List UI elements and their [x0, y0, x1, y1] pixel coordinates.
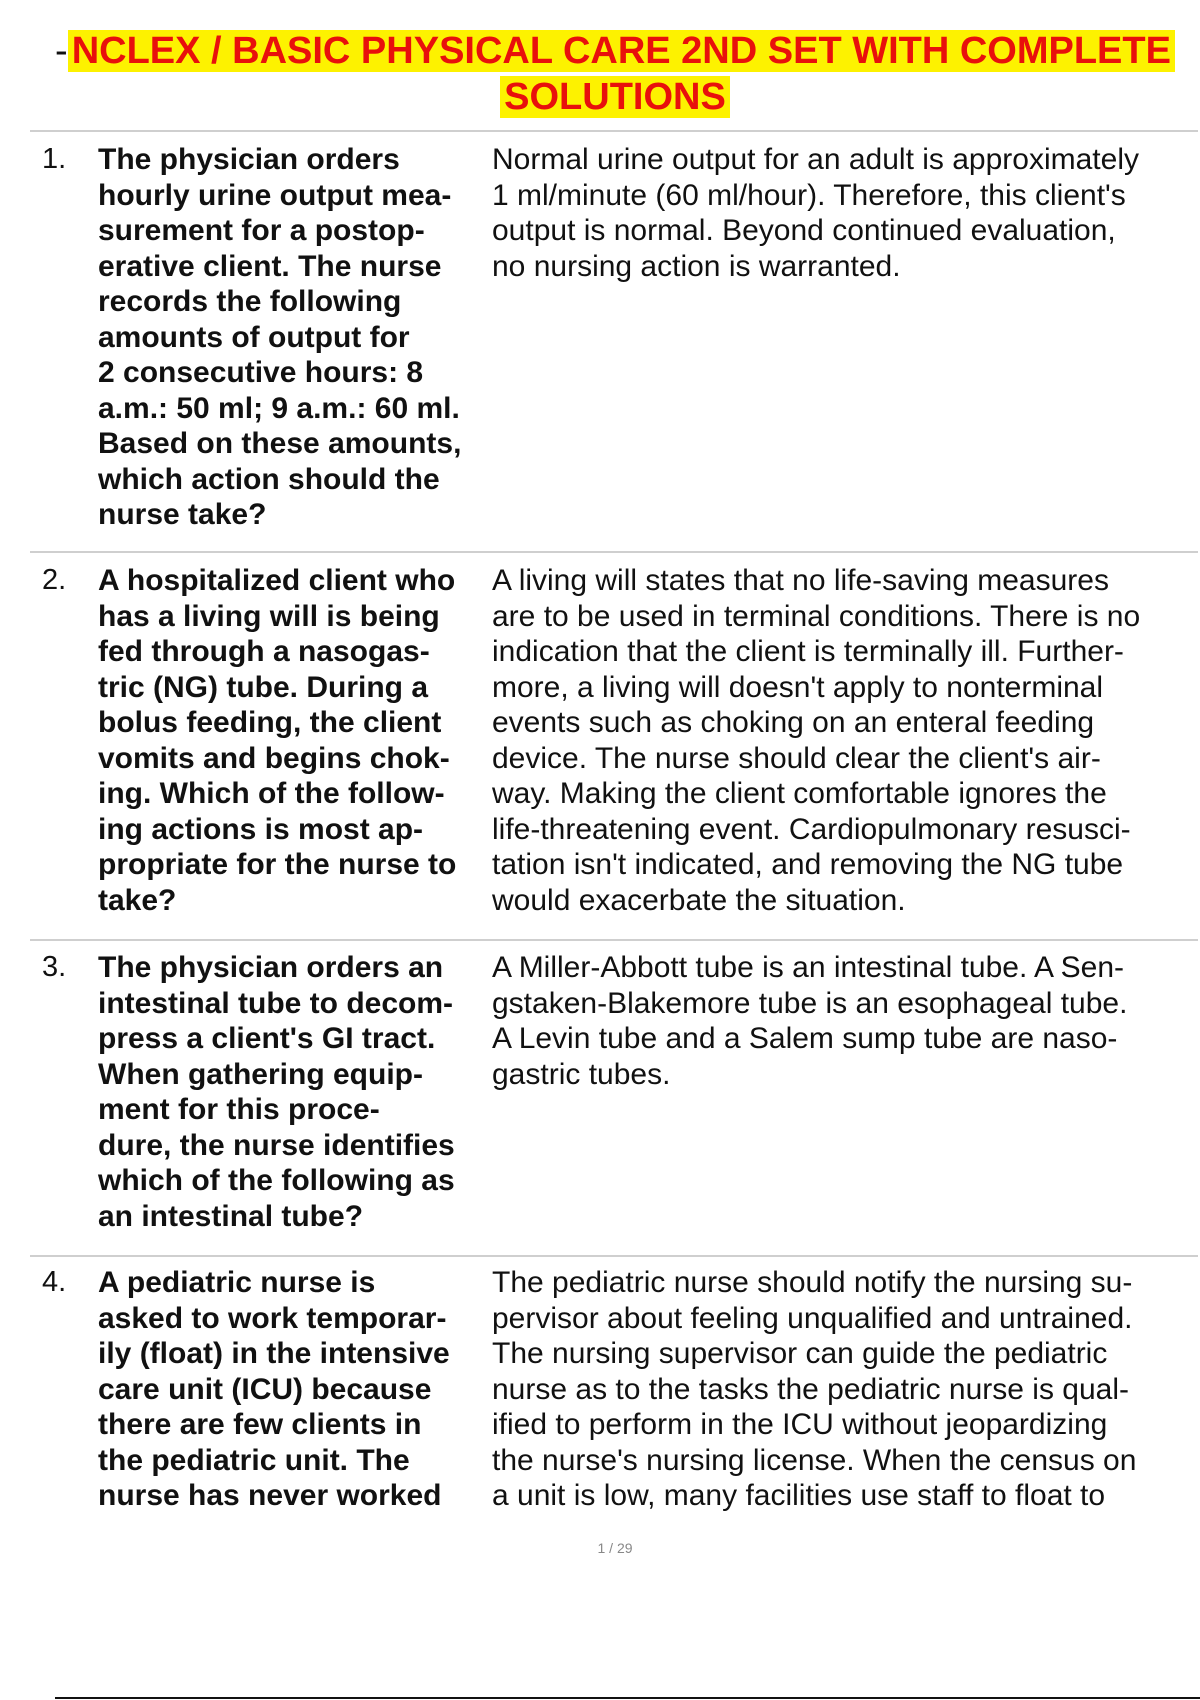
divider [30, 1255, 1198, 1257]
divider [30, 551, 1198, 553]
qa-number: 3. [42, 951, 67, 983]
divider [30, 130, 1198, 132]
qa-answer: A living will states that no life-saving measures are to be used in terminal conditions. There is no indication that the client is terminally ill. Further- more, a living will doesn't apply to nonterminal events such as choking on an enteral feeding device. The nurse should clear the client's air- way. Making the client comfortable ignores the life-threatening event. Cardiopulmonary resusci- tation isn't indicated, and removing the NG tube would exacerbate the situation. [492, 564, 1141, 917]
qa-number: 2. [42, 564, 67, 596]
divider [30, 939, 1198, 941]
title-line-2-text: SOLUTIONS [500, 76, 730, 118]
qa-question: A pediatric nurse is asked to work temporar- ily (float) in the intensive care unit (ICU) because there are few clients in the pediatric unit. The nurse has never worked [98, 1266, 450, 1512]
document-title [30, 28, 1200, 120]
qa-answer: A Miller-Abbott tube is an intestinal tube. A Sen- gstaken-Blakemore tube is an esophageal tube. A Levin tube and a Salem sump tube are naso- gastric tubes. [492, 951, 1128, 1091]
title-line-1-text: NCLEX / BASIC PHYSICAL CARE 2ND SET WITH COMPLETE [68, 30, 1175, 72]
qa-number: 4. [42, 1266, 67, 1298]
qa-question: The physician orders an intestinal tube to decom- press a client's GI tract. When gathering equip- ment for this proce- dure, the nurse identifies which of the following as an intestinal tube? [98, 951, 455, 1233]
title-line-1: - NCLEX / BASIC PHYSICAL CARE 2ND SET WITH COMPLETE [30, 28, 1200, 74]
title-line-2 [30, 74, 1200, 120]
page-bottom-rule [55, 1697, 1200, 1699]
qa-answer: Normal urine output for an adult is approximately 1 ml/minute (60 ml/hour). Therefore, this client's output is normal. Beyond continued evaluation, no nursing action is warranted. [492, 143, 1139, 283]
page-number: 1 / 29 [597, 1540, 633, 1556]
qa-answer: The pediatric nurse should notify the nursing su- pervisor about feeling unqualified and untrained. The nursing supervisor can guide the pediatric nurse as to the tasks the pediatric nurse is qual- ified to perform in the ICU without jeopardizing the nurse's nursing license. When the census on a unit is low, many facilities use staff to float to [492, 1266, 1137, 1512]
qa-question: A hospitalized client who has a living will is being fed through a nasogas- tric (NG) tube. During a bolus feeding, the client vomits and begins chok- ing. Which of the follow- ing actions is most ap- propriate for the nurse to take? [98, 564, 457, 917]
qa-question: The physician orders hourly urine output mea- surement for a postop- erative client. The nurse records the following amounts of output for 2 consecutive hours: 8 a.m.: 50 ml; 9 a.m.: 60 ml. Based on these amounts, which action should the nurse take? [98, 143, 462, 531]
qa-number: 1. [42, 143, 67, 175]
